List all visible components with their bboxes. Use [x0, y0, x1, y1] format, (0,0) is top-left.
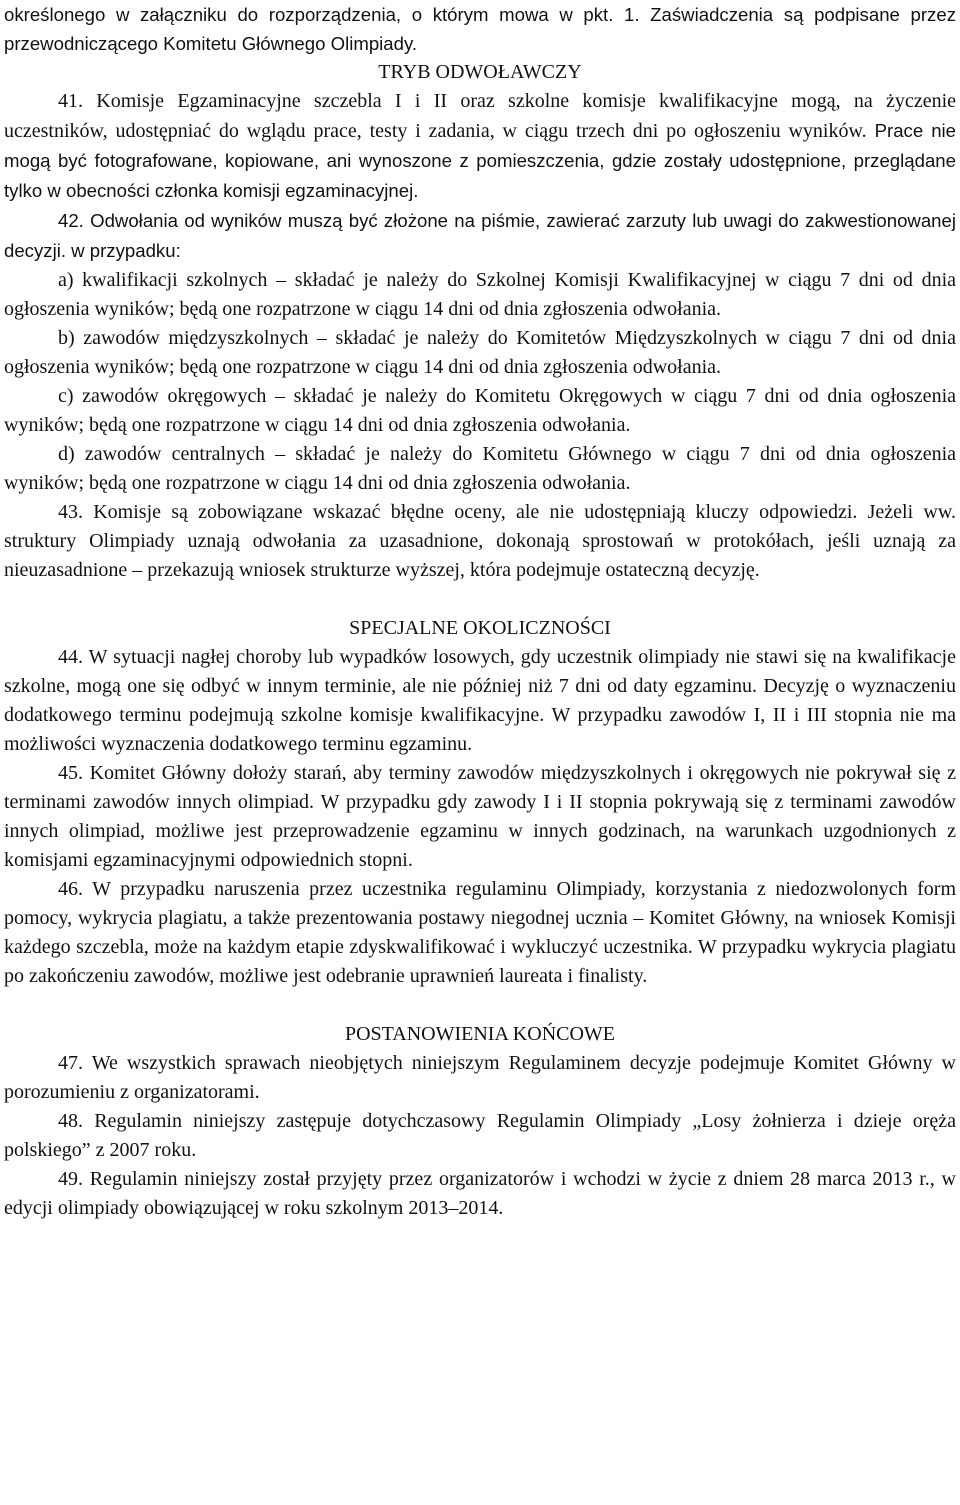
- paragraph-45: 45. Komitet Główny dołoży starań, aby terminy zawodów międzyszkolnych i okręgowych nie pokrywał się z terminami zawodów innych olimpiad. W przypadku gdy zawody I i II stopnia pokrywają się z terminami zawodów innych olimpiad, możliwe jest przeprowadzenie egzaminu w innych godzinach, na warunkach uzgodnionych z komisjami egzaminacyjnymi odpowiednich stopni.: [4, 762, 956, 871]
- paragraph-46: 46. W przypadku naruszenia przez uczestnika regulaminu Olimpiady, korzystania z niedozwolonych form pomocy, wykrycia plagiatu, a także prezentowania postawy niegodnej ucznia – Komitet Główny, na wniosek Komisji każdego szczebla, może na każdym etapie zdyskwalifikować i wykluczyć uczestnika. W przypadku wykrycia plagiatu po zakończeniu zawodów, możliwe jest odebranie uprawnień laureata i finalisty.: [4, 878, 956, 987]
- paragraph-42-part2: w przypadku:: [66, 240, 181, 261]
- paragraph-43: 43. Komisje są zobowiązane wskazać błędne oceny, ale nie udostępniają kluczy odpowiedzi. Jeżeli ww. struktury Olimpiady uznają odwołania za uzasadnione, dokonają sprostowań w protokółach, jeśli uznają za nieuzasadnione – przekazują wniosek strukturze wyższej, która podejmuje ostateczną decyzję.: [4, 501, 956, 581]
- list-item-c: c) zawodów okręgowych – składać je należy do Komitetu Okręgowych w ciągu 7 dni od dnia ogłoszenia wyników; będą one rozpatrzone w ciągu 14 dni od dnia zgłoszenia odwołania.: [4, 385, 956, 436]
- paragraph-47: 47. We wszystkich sprawach nieobjętych niniejszym Regulaminem decyzje podejmuje Komitet Główny w porozumieniu z organizatorami.: [4, 1052, 956, 1103]
- paragraph-41-part2: Prace nie mogą być fotografowane, kopiowane, ani wynoszone z pomieszczenia, gdzie zostały udostępnione, przeglądane tylko w obecności członka komisji egzaminacyjnej.: [4, 120, 957, 201]
- section-heading-special: SPECJALNE OKOLICZNOŚCI: [349, 617, 611, 639]
- section-spacer: [4, 585, 956, 614]
- paragraph-49: 49. Regulamin niniejszy został przyjęty przez organizatorów i wchodzi w życie z dniem 28 marca 2013 r., w edycji olimpiady obowiązującej w roku szkolnym 2013–2014.: [4, 1168, 956, 1219]
- paragraph-42: [4, 206, 956, 266]
- section-spacer: [4, 991, 956, 1020]
- list-item-a: a) kwalifikacji szkolnych – składać je należy do Szkolnej Komisji Kwalifikacyjnej w ciągu 7 dni od dnia ogłoszenia wyników; będą one rozpatrzone w ciągu 14 dni od dnia zgłoszenia odwołania.: [4, 269, 956, 320]
- section-heading-final: POSTANOWIENIA KOŃCOWE: [344, 1023, 616, 1045]
- paragraph-48: 48. Regulamin niniejszy zastępuje dotychczasowy Regulamin Olimpiady „Losy żołnierza i dzieje oręża polskiego” z 2007 roku.: [4, 1110, 956, 1161]
- section-heading-appeal: TRYB ODWOŁAWCZY: [378, 61, 582, 83]
- paragraph-41-part1: 41. Komisje Egzaminacyjne szczebla I i II oraz szkolne komisje kwalifikacyjne mogą, na życzenie uczestników, udostępniać do wglądu prace, testy i zadania, w ciągu trzech dni po ogłoszeniu wyników.: [4, 90, 956, 142]
- list-item-b: b) zawodów międzyszkolnych – składać je należy do Komitetów Międzyszkolnych w ciągu 7 dni od dnia ogłoszenia wyników; będą one rozpatrzone w ciągu 14 dni od dnia zgłoszenia odwołania.: [4, 327, 956, 378]
- paragraph-44: 44. W sytuacji nagłej choroby lub wypadków losowych, gdy uczestnik olimpiady nie stawi się na kwalifikacje szkolne, mogą one się odbyć w innym terminie, ale nie później niż 7 dni od daty egzaminu. Decyzję o wyznaczeniu dodatkowego terminu podejmują szkolne komisje kwalifikacyjne. W przypadku zawodów I, II i III stopnia nie ma możliwości wyznaczenia dodatkowego terminu egzaminu.: [4, 646, 956, 755]
- paragraph-41: [4, 87, 956, 206]
- paragraph-42-part1: 42. Odwołania od wyników muszą być złożone na piśmie, zawierać zarzuty lub uwagi do zakwestionowanej decyzji.: [4, 210, 956, 261]
- list-item-d: d) zawodów centralnych – składać je należy do Komitetu Głównego w ciągu 7 dni od dnia ogłoszenia wyników; będą one rozpatrzone w ciągu 14 dni od dnia zgłoszenia odwołania.: [4, 443, 956, 494]
- intro-paragraph: określonego w załączniku do rozporządzenia, o którym mowa w pkt. 1. Zaświadczenia są podpisane przez przewodniczącego Komitetu Głównego Olimpiady.: [4, 4, 956, 54]
